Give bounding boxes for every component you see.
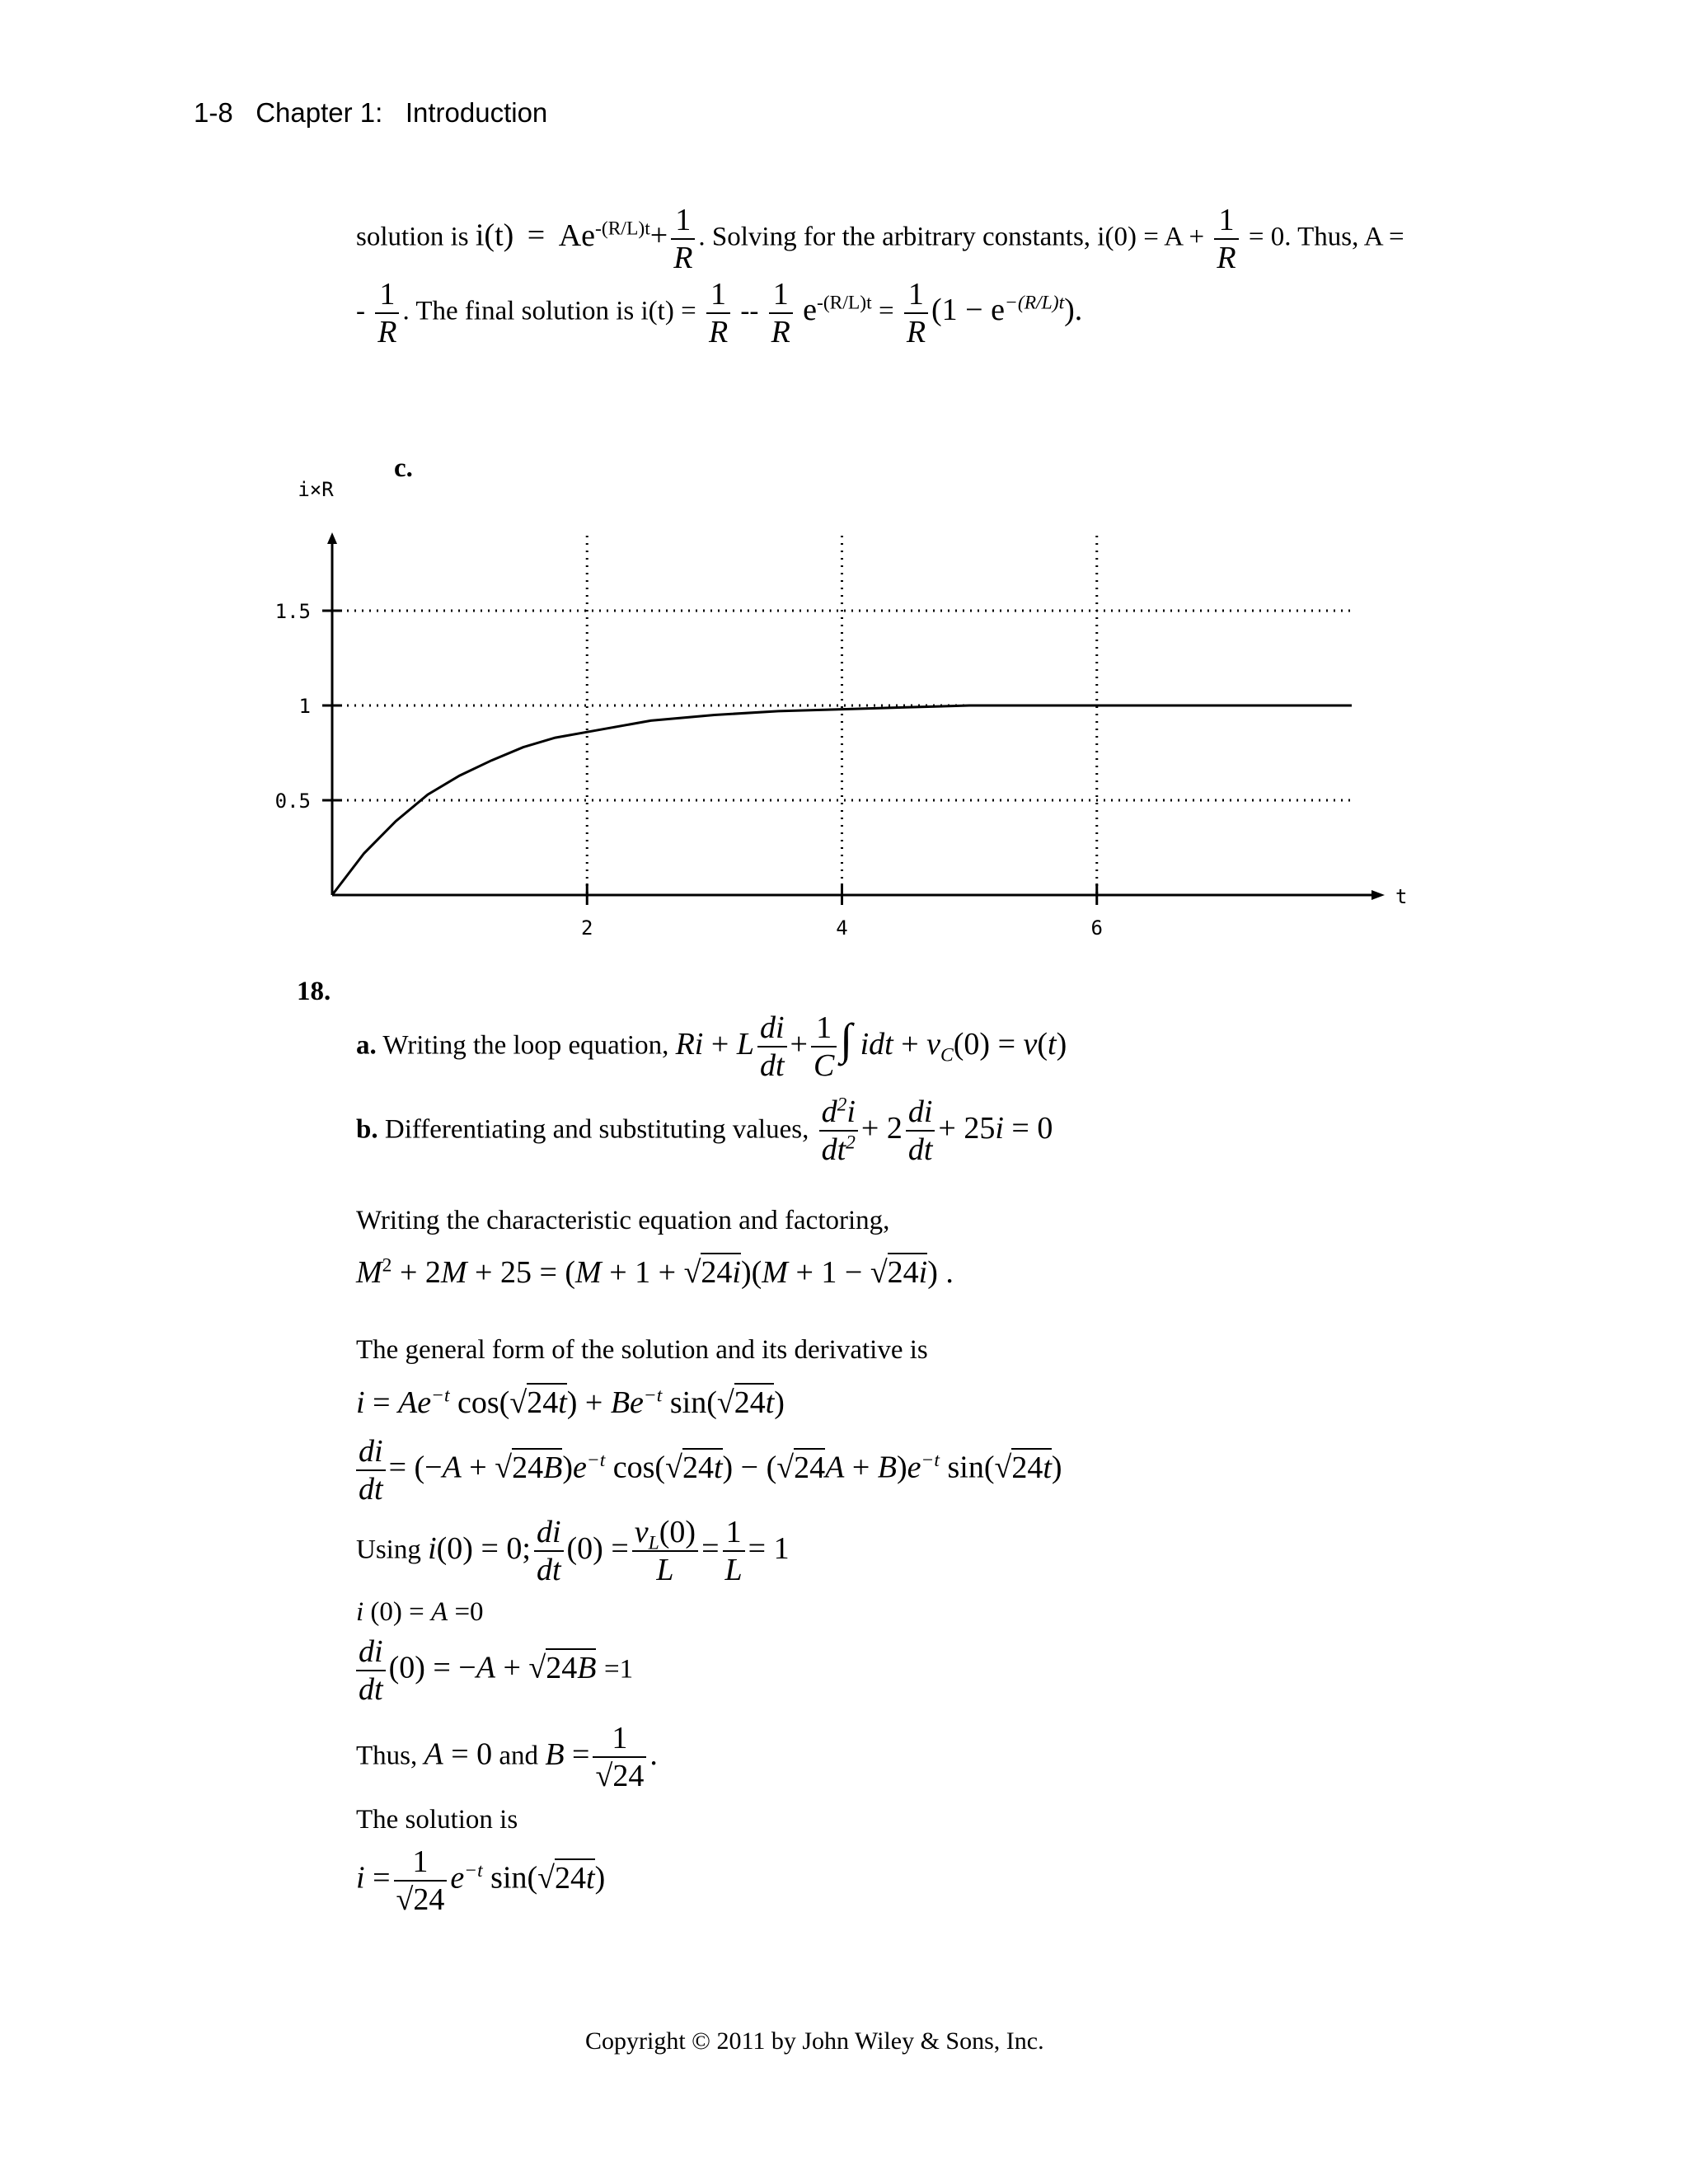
y-tick-label: 1 (298, 695, 311, 718)
general-solution: $i = Ae^{-t}$ $\cos(√24t) + Be^{-t}$ sin(√24t) (356, 1385, 785, 1421)
prob17-line2: - $\frac{1}{R}$ . The final solution is i(t) = $\frac{1}{R}$ -- $\frac{1}{R}$ $e^{-(R/L)t}$ = $\frac{1}{R}$ $(1 - e^{-(R/L)t})$. (356, 277, 1083, 349)
chapter-label: Chapter 1: (256, 97, 383, 128)
chapter-title: Introduction (405, 97, 548, 128)
constants-result: Thus, A = 0 and B = $\frac{1}{√24}$ . (356, 1721, 658, 1793)
part-a: a. Writing the loop equation, Ri + L $\frac{di}{dt}$ + $\frac{1}{C}$ ∫ idt + $v_C(0) = v(t)$ (356, 1010, 1067, 1083)
general-form-text: The general form of the solution and its derivative is (356, 1335, 928, 1365)
page-label: 1-8 (194, 97, 233, 128)
ic-i0: i (0) = A =0 (356, 1597, 484, 1627)
final-solution: i = $\frac{1}{√24}$ $e^{-t}$ sin(√24t) (356, 1844, 606, 1917)
x-axis-label: t (1395, 885, 1408, 908)
x-tick-label: 6 (1090, 916, 1103, 940)
page-header (194, 97, 547, 129)
y-tick-label: 1.5 (274, 600, 311, 623)
solution-derivative: $\frac{di}{dt}$ = $(-A + √24B)e^{-t}$ $\cos(√24t) - (√24A + B)e^{-t}$ sin(√24t) (356, 1436, 1062, 1505)
y-axis-label: i×R (298, 478, 334, 501)
copyright-footer: Copyright © 2011 by John Wiley & Sons, Inc. (585, 2027, 1044, 2055)
part-c-label: c. (394, 453, 413, 483)
response-chart (247, 462, 1688, 956)
initial-conditions: Using i(0) = 0; $\frac{di}{dt}$ (0) = $\frac{v_L(0)}{L}$ = $\frac{1}{L}$ = 1 (356, 1515, 790, 1587)
part-b: b. Differentiating and substituting values, $\frac{d^2i}{dt^2}$ + 2 $\frac{di}{dt}$ + 25i = 0 (356, 1094, 1053, 1167)
response-curve (332, 705, 1352, 895)
chart-grid (332, 536, 1356, 895)
prob17-line1: solution is $i(t) = Ae^{-(R/L)t}+$ $\frac{1}{R}$ . Solving for the arbitrary constants, i(0) = A + $\frac{1}{R}$ = 0. Thus, A = (356, 203, 1404, 275)
chart-series (332, 705, 1352, 895)
loop-equation: Ri + L $\frac{di}{dt}$ + $\frac{1}{C}$ ∫ idt + $v_C(0) = v(t)$ (675, 1010, 1067, 1083)
x-tick-label: 4 (836, 916, 848, 940)
fraction-1-over-R: $\frac{1}{R}$ (769, 279, 793, 348)
solution-text: The solution is (356, 1805, 518, 1835)
fraction-1-over-R: $\frac{1}{R}$ (1214, 204, 1238, 274)
y-axis-arrow (327, 532, 337, 544)
fraction-1-over-R: $\frac{1}{R}$ (671, 204, 695, 274)
x-tick-label: 2 (581, 916, 593, 940)
fraction-1-over-R: $\frac{1}{R}$ (375, 279, 399, 348)
fraction-1-over-R: $\frac{1}{R}$ (904, 279, 928, 348)
y-tick-label: 0.5 (274, 790, 311, 813)
fraction-1-over-R: $\frac{1}{R}$ (706, 279, 730, 348)
characteristic-equation: $M^2 + 2M + 25 = (M + 1 + √24i)(M + 1 - √24i)$ . (356, 1254, 954, 1291)
problem-number: 18. (297, 977, 331, 1006)
char-eq-text: Writing the characteristic equation and factoring, (356, 1206, 890, 1235)
ic-derivative: $\frac{di}{dt}$ (0) = −A + √24B =1 (356, 1636, 633, 1705)
chart-axes (327, 532, 1385, 900)
chart-ticks (322, 611, 1097, 905)
differential-equation: $\frac{d^2i}{dt^2}$ + 2 $\frac{di}{dt}$ + 25i = 0 (816, 1111, 1053, 1146)
x-axis-arrow (1372, 890, 1385, 900)
